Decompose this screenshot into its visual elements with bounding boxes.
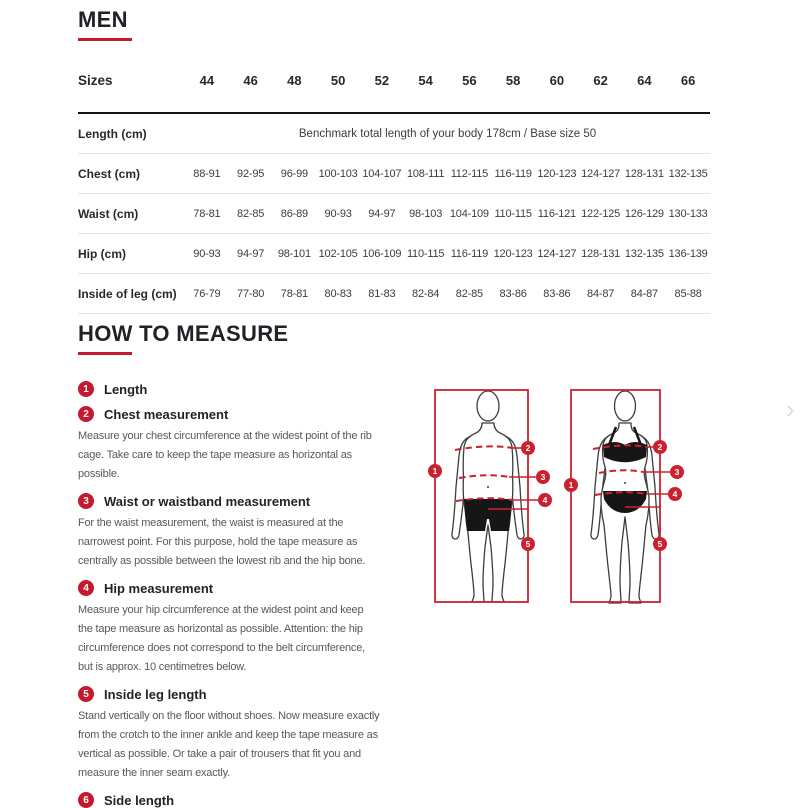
step-title: Side length bbox=[104, 792, 175, 808]
table-cell: 132-135 bbox=[624, 247, 664, 260]
length-benchmark-text: Benchmark total length of your body 178cm / Base size 50 bbox=[298, 127, 597, 140]
table-cell: 98-103 bbox=[409, 207, 443, 220]
size-column-header: 64 bbox=[637, 72, 652, 88]
measure-step-hip bbox=[78, 580, 394, 677]
row-label: Length (cm) bbox=[78, 126, 147, 141]
table-cell: 128-131 bbox=[624, 167, 664, 180]
svg-text:5: 5 bbox=[657, 539, 663, 549]
measure-step-waist bbox=[78, 493, 394, 571]
measure-steps-list bbox=[78, 381, 394, 808]
row-label: Waist (cm) bbox=[78, 206, 139, 221]
table-cell: 76-79 bbox=[193, 287, 221, 300]
step-number-badge: 4 bbox=[78, 580, 94, 596]
table-cell: 112-115 bbox=[450, 167, 489, 180]
row-label: Chest (cm) bbox=[78, 166, 141, 181]
table-cell: 80-83 bbox=[324, 287, 352, 300]
table-cell: 136-139 bbox=[668, 247, 708, 260]
step-number-badge: 2 bbox=[78, 406, 94, 422]
red-underline bbox=[78, 352, 132, 355]
size-column-header: 58 bbox=[505, 72, 521, 88]
marker-2-badge bbox=[521, 441, 535, 455]
table-cell: 108-111 bbox=[406, 167, 445, 180]
table-cell: 83-86 bbox=[543, 287, 571, 300]
table-cell: 88-91 bbox=[193, 167, 221, 180]
how-to-measure-heading: HOW TO MEASURE bbox=[78, 321, 289, 346]
table-row-length bbox=[78, 114, 710, 154]
table-cell: 110-115 bbox=[494, 207, 532, 220]
step-number-badge: 6 bbox=[78, 792, 94, 808]
table-cell: 104-109 bbox=[449, 207, 489, 220]
men-size-section bbox=[78, 8, 710, 314]
marker-5-badge bbox=[521, 537, 535, 551]
table-cell: 84-87 bbox=[630, 287, 658, 300]
table-cell: 120-123 bbox=[493, 247, 533, 260]
svg-text:3: 3 bbox=[674, 467, 680, 477]
size-column-header: 44 bbox=[199, 72, 215, 88]
table-row-chest bbox=[78, 154, 710, 194]
female-figure-diagram bbox=[561, 387, 691, 622]
table-row-hip bbox=[78, 234, 710, 274]
carousel-next-icon[interactable]: › bbox=[786, 394, 795, 424]
step-description: Measure your chest circumference at the widest point of the rib cage. Take care to keep the tape measure as horizontal as possible. bbox=[78, 430, 372, 480]
table-cell: 96-99 bbox=[280, 167, 308, 180]
table-cell: 124-127 bbox=[537, 247, 577, 260]
marker-1-badge bbox=[564, 478, 578, 492]
size-column-header: 60 bbox=[549, 72, 565, 88]
table-cell: 82-84 bbox=[412, 287, 440, 300]
table-cell: 130-133 bbox=[668, 207, 708, 220]
table-cell: 84-87 bbox=[587, 287, 615, 300]
size-table-body bbox=[78, 112, 710, 314]
table-cell: 94-97 bbox=[237, 247, 265, 260]
table-cell: 132-135 bbox=[668, 167, 708, 180]
size-column-header: 46 bbox=[243, 72, 258, 88]
step-title: Hip measurement bbox=[104, 580, 214, 596]
svg-text:2: 2 bbox=[657, 442, 663, 452]
table-cell: 110-115 bbox=[406, 247, 445, 260]
marker-3-badge bbox=[536, 470, 550, 484]
size-table bbox=[78, 61, 710, 314]
table-cell: 92-95 bbox=[237, 167, 265, 180]
table-cell: 82-85 bbox=[455, 287, 483, 300]
size-table-header-row bbox=[78, 61, 710, 99]
table-cell: 120-123 bbox=[537, 167, 577, 180]
table-cell: 82-85 bbox=[237, 207, 265, 220]
step-title: Chest measurement bbox=[104, 406, 229, 422]
table-cell: 128-131 bbox=[581, 247, 621, 260]
svg-text:1: 1 bbox=[432, 466, 438, 476]
how-to-measure-section bbox=[78, 322, 784, 808]
row-label: Hip (cm) bbox=[78, 246, 126, 261]
measure-step-length bbox=[78, 381, 394, 397]
svg-text:4: 4 bbox=[542, 495, 548, 505]
table-cell: 90-93 bbox=[193, 247, 221, 260]
step-description: Measure your hip circumference at the widest point and keep the tape measure as horizontal as possible. Attention: the hip circumference does not correspond to the belt circumference, but is approx. 10 centimetres below. bbox=[78, 604, 365, 673]
table-cell: 78-81 bbox=[280, 287, 308, 300]
step-number-badge: 5 bbox=[78, 686, 94, 702]
red-underline bbox=[78, 38, 132, 41]
size-column-header: 66 bbox=[680, 72, 696, 88]
table-row-waist bbox=[78, 194, 710, 234]
table-cell: 83-86 bbox=[499, 287, 527, 300]
step-description: For the waist measurement, the waist is measured at the narrowest point. For this purpose, hold the tape measure as centrally as possible between the lowest rib and the hip bone. bbox=[78, 517, 366, 567]
table-cell: 77-80 bbox=[237, 287, 265, 300]
step-title: Inside leg length bbox=[104, 686, 207, 702]
table-cell: 116-119 bbox=[494, 167, 532, 180]
table-cell: 85-88 bbox=[674, 287, 702, 300]
table-cell: 78-81 bbox=[193, 207, 221, 220]
svg-text:5: 5 bbox=[525, 539, 531, 549]
size-column-header: 52 bbox=[374, 72, 390, 88]
table-cell: 116-121 bbox=[537, 207, 576, 220]
table-cell: 100-103 bbox=[318, 167, 358, 180]
step-description: Stand vertically on the floor without shoes. Now measure exactly from the crotch to the inner ankle and keep the tape measure as vertical as possible. Or take a pair of trousers that fit you and measure the inner seam exactly. bbox=[78, 710, 380, 779]
svg-text:4: 4 bbox=[672, 489, 678, 499]
table-cell: 81-83 bbox=[368, 287, 396, 300]
svg-text:2: 2 bbox=[525, 443, 531, 453]
size-column-header: 50 bbox=[330, 72, 346, 88]
size-column-header: 48 bbox=[287, 72, 302, 88]
measurement-diagrams bbox=[394, 381, 784, 808]
table-row-inside-leg bbox=[78, 274, 710, 314]
sizes-header-label: Sizes bbox=[78, 72, 113, 88]
step-number-badge: 1 bbox=[78, 381, 94, 397]
table-cell: 122-125 bbox=[581, 207, 621, 220]
row-label: Inside of leg (cm) bbox=[78, 286, 177, 301]
table-cell: 94-97 bbox=[368, 207, 396, 220]
marker-1-badge bbox=[428, 464, 442, 478]
male-figure-diagram bbox=[425, 387, 555, 622]
table-cell: 98-101 bbox=[277, 247, 311, 260]
step-title: Length bbox=[104, 381, 148, 397]
table-cell: 106-109 bbox=[362, 247, 402, 260]
table-cell: 86-89 bbox=[280, 207, 308, 220]
size-column-header: 62 bbox=[593, 72, 608, 88]
step-number-badge: 3 bbox=[78, 493, 94, 509]
size-column-header: 56 bbox=[462, 72, 477, 88]
table-cell: 124-127 bbox=[581, 167, 621, 180]
measure-step-inside-leg bbox=[78, 686, 394, 783]
table-cell: 102-105 bbox=[318, 247, 358, 260]
size-column-header: 54 bbox=[418, 72, 433, 88]
measure-step-chest bbox=[78, 406, 394, 484]
marker-5-badge bbox=[653, 537, 667, 551]
men-heading: MEN bbox=[78, 7, 128, 32]
step-title: Waist or waistband measurement bbox=[104, 493, 311, 509]
marker-2-badge bbox=[653, 440, 667, 454]
table-cell: 104-107 bbox=[362, 167, 402, 180]
table-cell: 116-119 bbox=[450, 247, 489, 260]
svg-text:1: 1 bbox=[568, 480, 574, 490]
marker-4-badge bbox=[538, 493, 552, 507]
marker-4-badge bbox=[668, 487, 682, 501]
svg-text:3: 3 bbox=[540, 472, 546, 482]
table-cell: 126-129 bbox=[624, 207, 664, 220]
table-cell: 90-93 bbox=[324, 207, 352, 220]
measure-step-side-length bbox=[78, 792, 394, 808]
marker-3-badge bbox=[670, 465, 684, 479]
